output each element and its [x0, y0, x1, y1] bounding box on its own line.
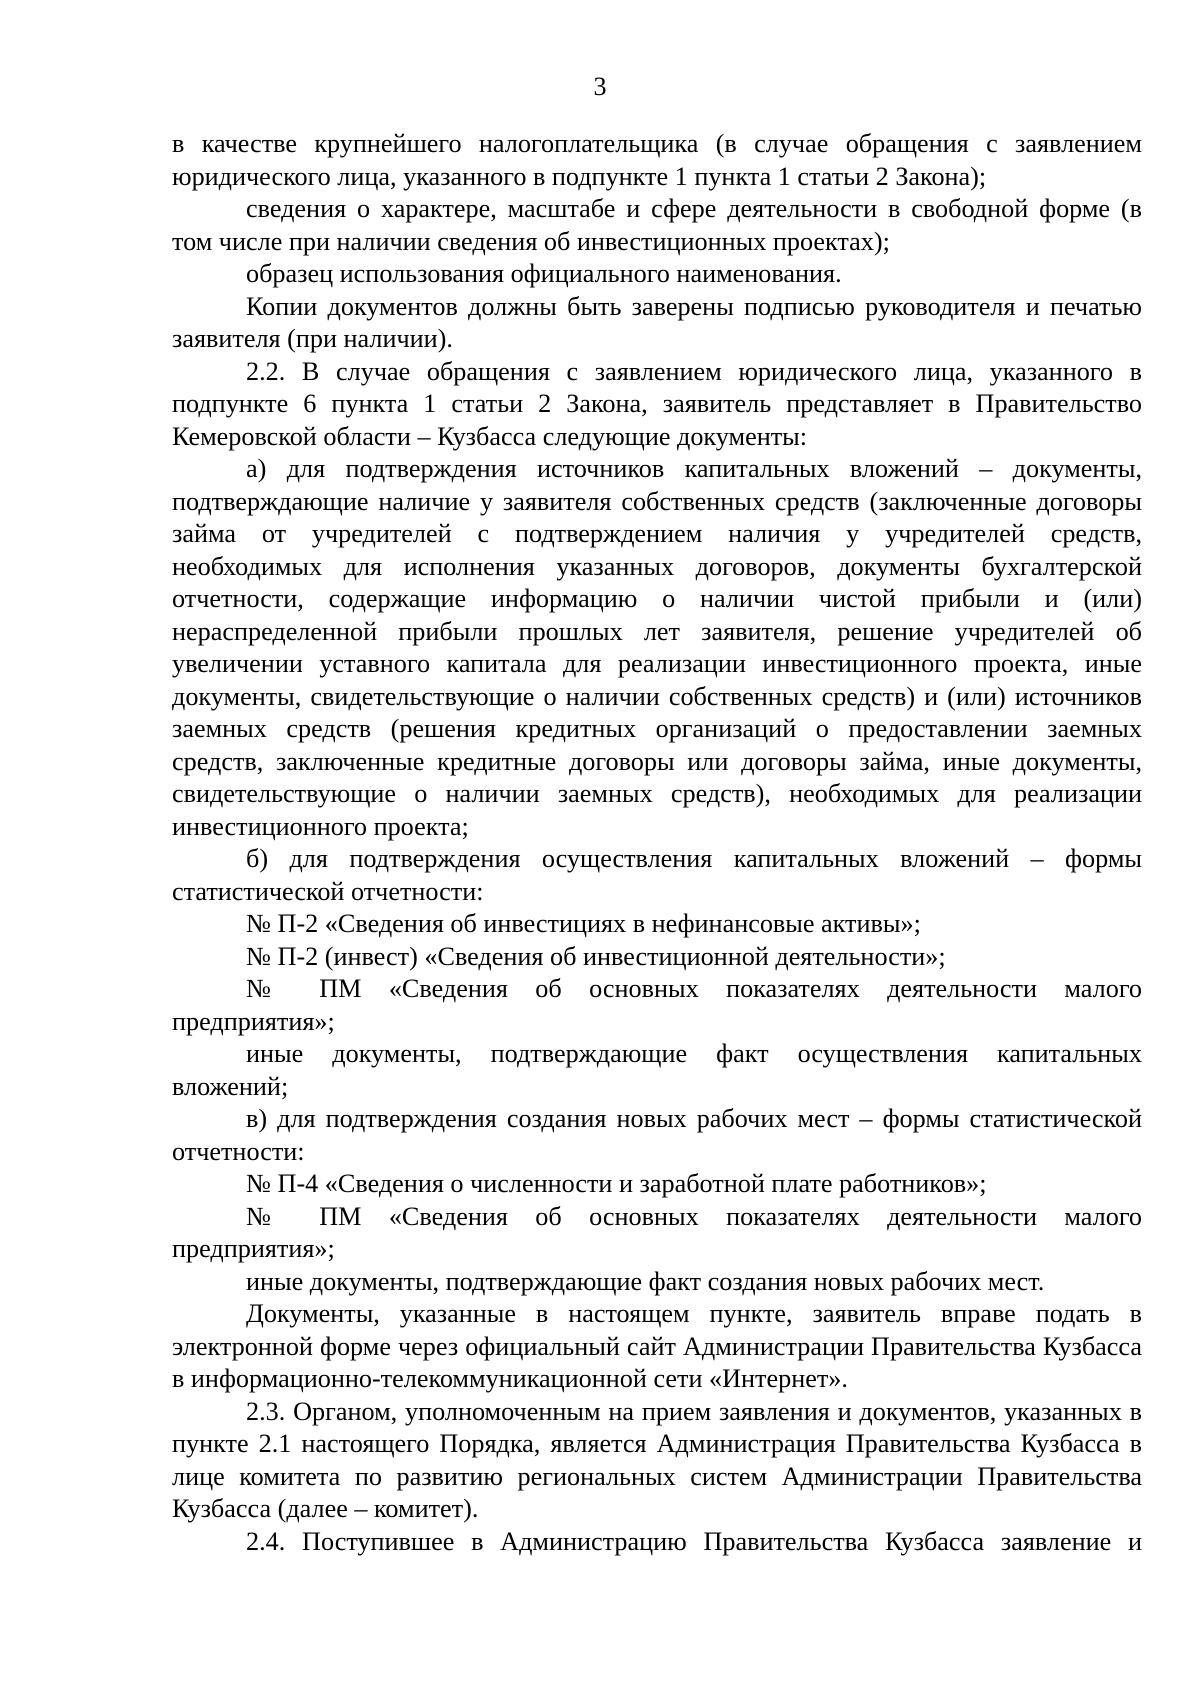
paragraph-electronic-submission: Документы, указанные в настоящем пункте, заявитель вправе подать в электронной форме через официальный сайт Администрации Правительства Кузбасса в информационно-телекоммуникационной сети «Интернет». [172, 1299, 1142, 1393]
paragraph-largest-taxpayer: в качестве крупнейшего налогоплательщика (в случае обращения с заявлением юридического лица, указанного в подпункте 1 пункта 1 статьи 2 Закона); [172, 129, 1142, 191]
paragraph-other-docs-investment: иные документы, подтверждающие факт осуществления капитальных вложений; [172, 1039, 1142, 1101]
document-body [172, 128, 1142, 1558]
paragraph-copies-certified: Копии документов должны быть заверены подписью руководителя и печатью заявителя (при наличии). [172, 291, 1142, 353]
paragraph-section-2-3: 2.3. Органом, уполномоченным на прием заявления и документов, указанных в пункте 2.1 настоящего Порядка, является Администрация Правительства Кузбасса в лице комитета по развитию региональных систем Администрации Правительства Кузбасса (далее – комитет). [172, 1396, 1142, 1523]
paragraph-form-p2-invest: № П-2 (инвест) «Сведения об инвестиционной деятельности»; [246, 941, 946, 971]
paragraph-item-a: а) для подтверждения источников капитальных вложений – документы, подтверждающие наличие у заявителя собственных средств (заключенные договоры займа от учредителей с подтверждением наличия у учредителей средств, необходимых для исполнения указанных договоров, документы бухгалтерской отчетности, содержащие информацию о наличии чистой прибыли и (или) нераспределенной прибыли прошлых лет заявителя, решение учредителей об увеличении уставного капитала для реализации инвестиционного проекта, иные документы, свидетельствующие о наличии собственных средств) и (или) источников заемных средств (решения кредитных организаций о предоставлении заемных средств, заключенные кредитные договоры или договоры займа, иные документы, свидетельствующие о наличии заемных средств), необходимых для реализации инвестиционного проекта; [172, 454, 1142, 841]
paragraph-form-p4: № П-4 «Сведения о численности и заработной плате работников»; [246, 1169, 987, 1198]
paragraph-form-pm-1: № ПМ «Сведения об основных показателях деятельности малого предприятия»; [172, 974, 1142, 1036]
paragraph-section-2-4: 2.4. Поступившее в Администрацию Правительства Кузбасса заявление и [246, 1526, 1142, 1556]
paragraph-form-pm-2: № ПМ «Сведения об основных показателях деятельности малого предприятия»; [172, 1201, 1142, 1263]
paragraph-activity-info: сведения о характере, масштабе и сфере деятельности в свободной форме (в том числе при наличии сведения об инвестиционных проектах); [172, 194, 1142, 256]
paragraph-other-docs-jobs: иные документы, подтверждающие факт создания новых рабочих мест. [246, 1266, 1045, 1296]
paragraph-section-2-2: 2.2. В случае обращения с заявлением юридического лица, указанного в подпункте 6 пункта 1 статьи 2 Закона, заявитель представляет в Правительство Кемеровской области – Кузбасса следующие документы: [172, 356, 1142, 451]
paragraph-item-b: б) для подтверждения осуществления капитальных вложений – формы статистической отчетности: [172, 844, 1142, 906]
paragraph-form-p2: № П-2 «Сведения об инвестициях в нефинансовые активы»; [246, 909, 921, 938]
paragraph-item-v: в) для подтверждения создания новых рабочих мест – формы статистической отчетности: [172, 1104, 1142, 1166]
page-number: 3 [593, 72, 607, 101]
paragraph-name-sample: образец использования официального наименования. [246, 259, 842, 288]
